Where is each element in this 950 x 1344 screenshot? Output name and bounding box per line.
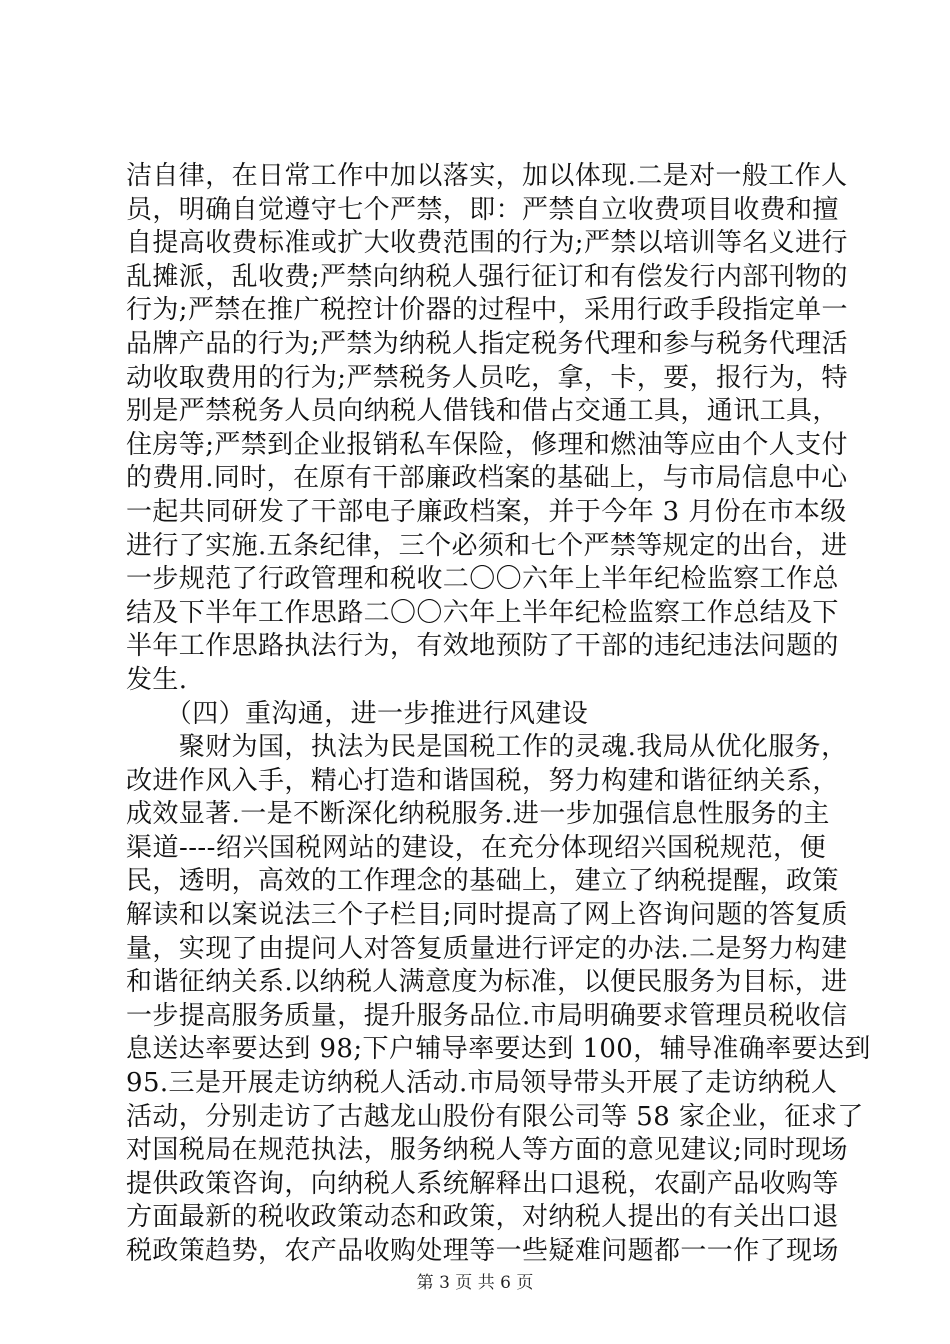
text-line: 半年工作思路执法行为，有效地预防了干部的违纪违法问题的 <box>126 631 839 662</box>
text-line: 住房等;严禁到企业报销私车保险，修理和燃油等应由个人支付 <box>126 429 848 460</box>
text-line: 解读和以案说法三个子栏目;同时提高了网上咨询问题的答复质 <box>126 900 848 931</box>
text-line: 方面最新的税收政策动态和政策，对纳税人提出的有关出口退 <box>126 1202 839 1233</box>
text-line: 洁自律，在日常工作中加以落实，加以体现.二是对一般工作人 <box>126 161 848 191</box>
text-line: 渠道----绍兴国税网站的建设，在充分体现绍兴国税规范，便 <box>126 832 826 863</box>
text-line: 成效显著.一是不断深化纳税服务.进一步加强信息性服务的主 <box>126 799 830 830</box>
text-line: 动收取费用的行为;严禁税务人员吃，拿，卡，要，报行为，特 <box>126 362 848 393</box>
text-line: 量，实现了由提问人对答复质量进行评定的办法.二是努力构建 <box>126 933 848 964</box>
document-body <box>126 160 871 1269</box>
text-line: 聚财为国，执法为民是国税工作的灵魂.我局从优化服务， <box>126 732 848 763</box>
text-line: 税政策趋势，农产品收购处理等一些疑难问题都一一作了现场 <box>126 1236 839 1266</box>
text-line: 一起共同研发了干部电子廉政档案，并于今年 3 月份在市本级 <box>126 496 847 527</box>
text-line: 民，透明，高效的工作理念的基础上，建立了纳税提醒，政策 <box>126 866 839 897</box>
section-heading: （四）重沟通，进一步推进行风建设 <box>126 698 589 729</box>
text-line: 员，明确自觉遵守七个严禁，即：严禁自立收费项目收费和擅 <box>126 194 839 225</box>
text-line: 行为;严禁在推广税控计价器的过程中，采用行政手段指定单一 <box>126 295 848 326</box>
text-line: 发生. <box>126 664 188 695</box>
page-number-footer: 第 3 页 共 6 页 <box>416 1273 534 1293</box>
text-line: 乱摊派，乱收费;严禁向纳税人强行征订和有偿发行内部刊物的 <box>126 261 848 292</box>
text-line: 对国税局在规范执法，服务纳税人等方面的意见建议;同时现场 <box>126 1135 848 1166</box>
text-line: 自提高收费标准或扩大收费范围的行为;严禁以培训等名义进行 <box>126 228 848 259</box>
text-line: 一步规范了行政管理和税收二〇〇六年上半年纪检监察工作总 <box>126 564 839 595</box>
text-line: 的费用.同时，在原有干部廉政档案的基础上，与市局信息中心 <box>126 463 848 494</box>
text-line: 一步提高服务质量，提升服务品位.市局明确要求管理员税收信 <box>126 1000 848 1031</box>
text-line: 品牌产品的行为;严禁为纳税人指定税务代理和参与税务代理活 <box>126 328 848 359</box>
text-line: 改进作风入手，精心打造和谐国税，努力构建和谐征纳关系， <box>126 765 839 796</box>
text-line: 和谐征纳关系.以纳税人满意度为标准，以便民服务为目标，进 <box>126 967 848 998</box>
text-line: 95.三是开展走访纳税人活动.市局领导带头开展了走访纳税人 <box>126 1068 838 1099</box>
text-line: 息送达率要达到 98;下户辅导率要达到 100，辅导准确率要达到 <box>126 1034 871 1065</box>
text-line: 活动，分别走访了古越龙山股份有限公司等 58 家企业，征求了 <box>126 1101 864 1132</box>
text-line: 提供政策咨询，向纳税人系统解释出口退税，农副产品收购等 <box>126 1168 839 1199</box>
text-line: 别是严禁税务人员向纳税人借钱和借占交通工具，通讯工具， <box>126 396 839 427</box>
text-line: 进行了实施.五条纪律，三个必须和七个严禁等规定的出台，进 <box>126 530 848 561</box>
text-line: 结及下半年工作思路二〇〇六年上半年纪检监察工作总结及下 <box>126 597 839 628</box>
